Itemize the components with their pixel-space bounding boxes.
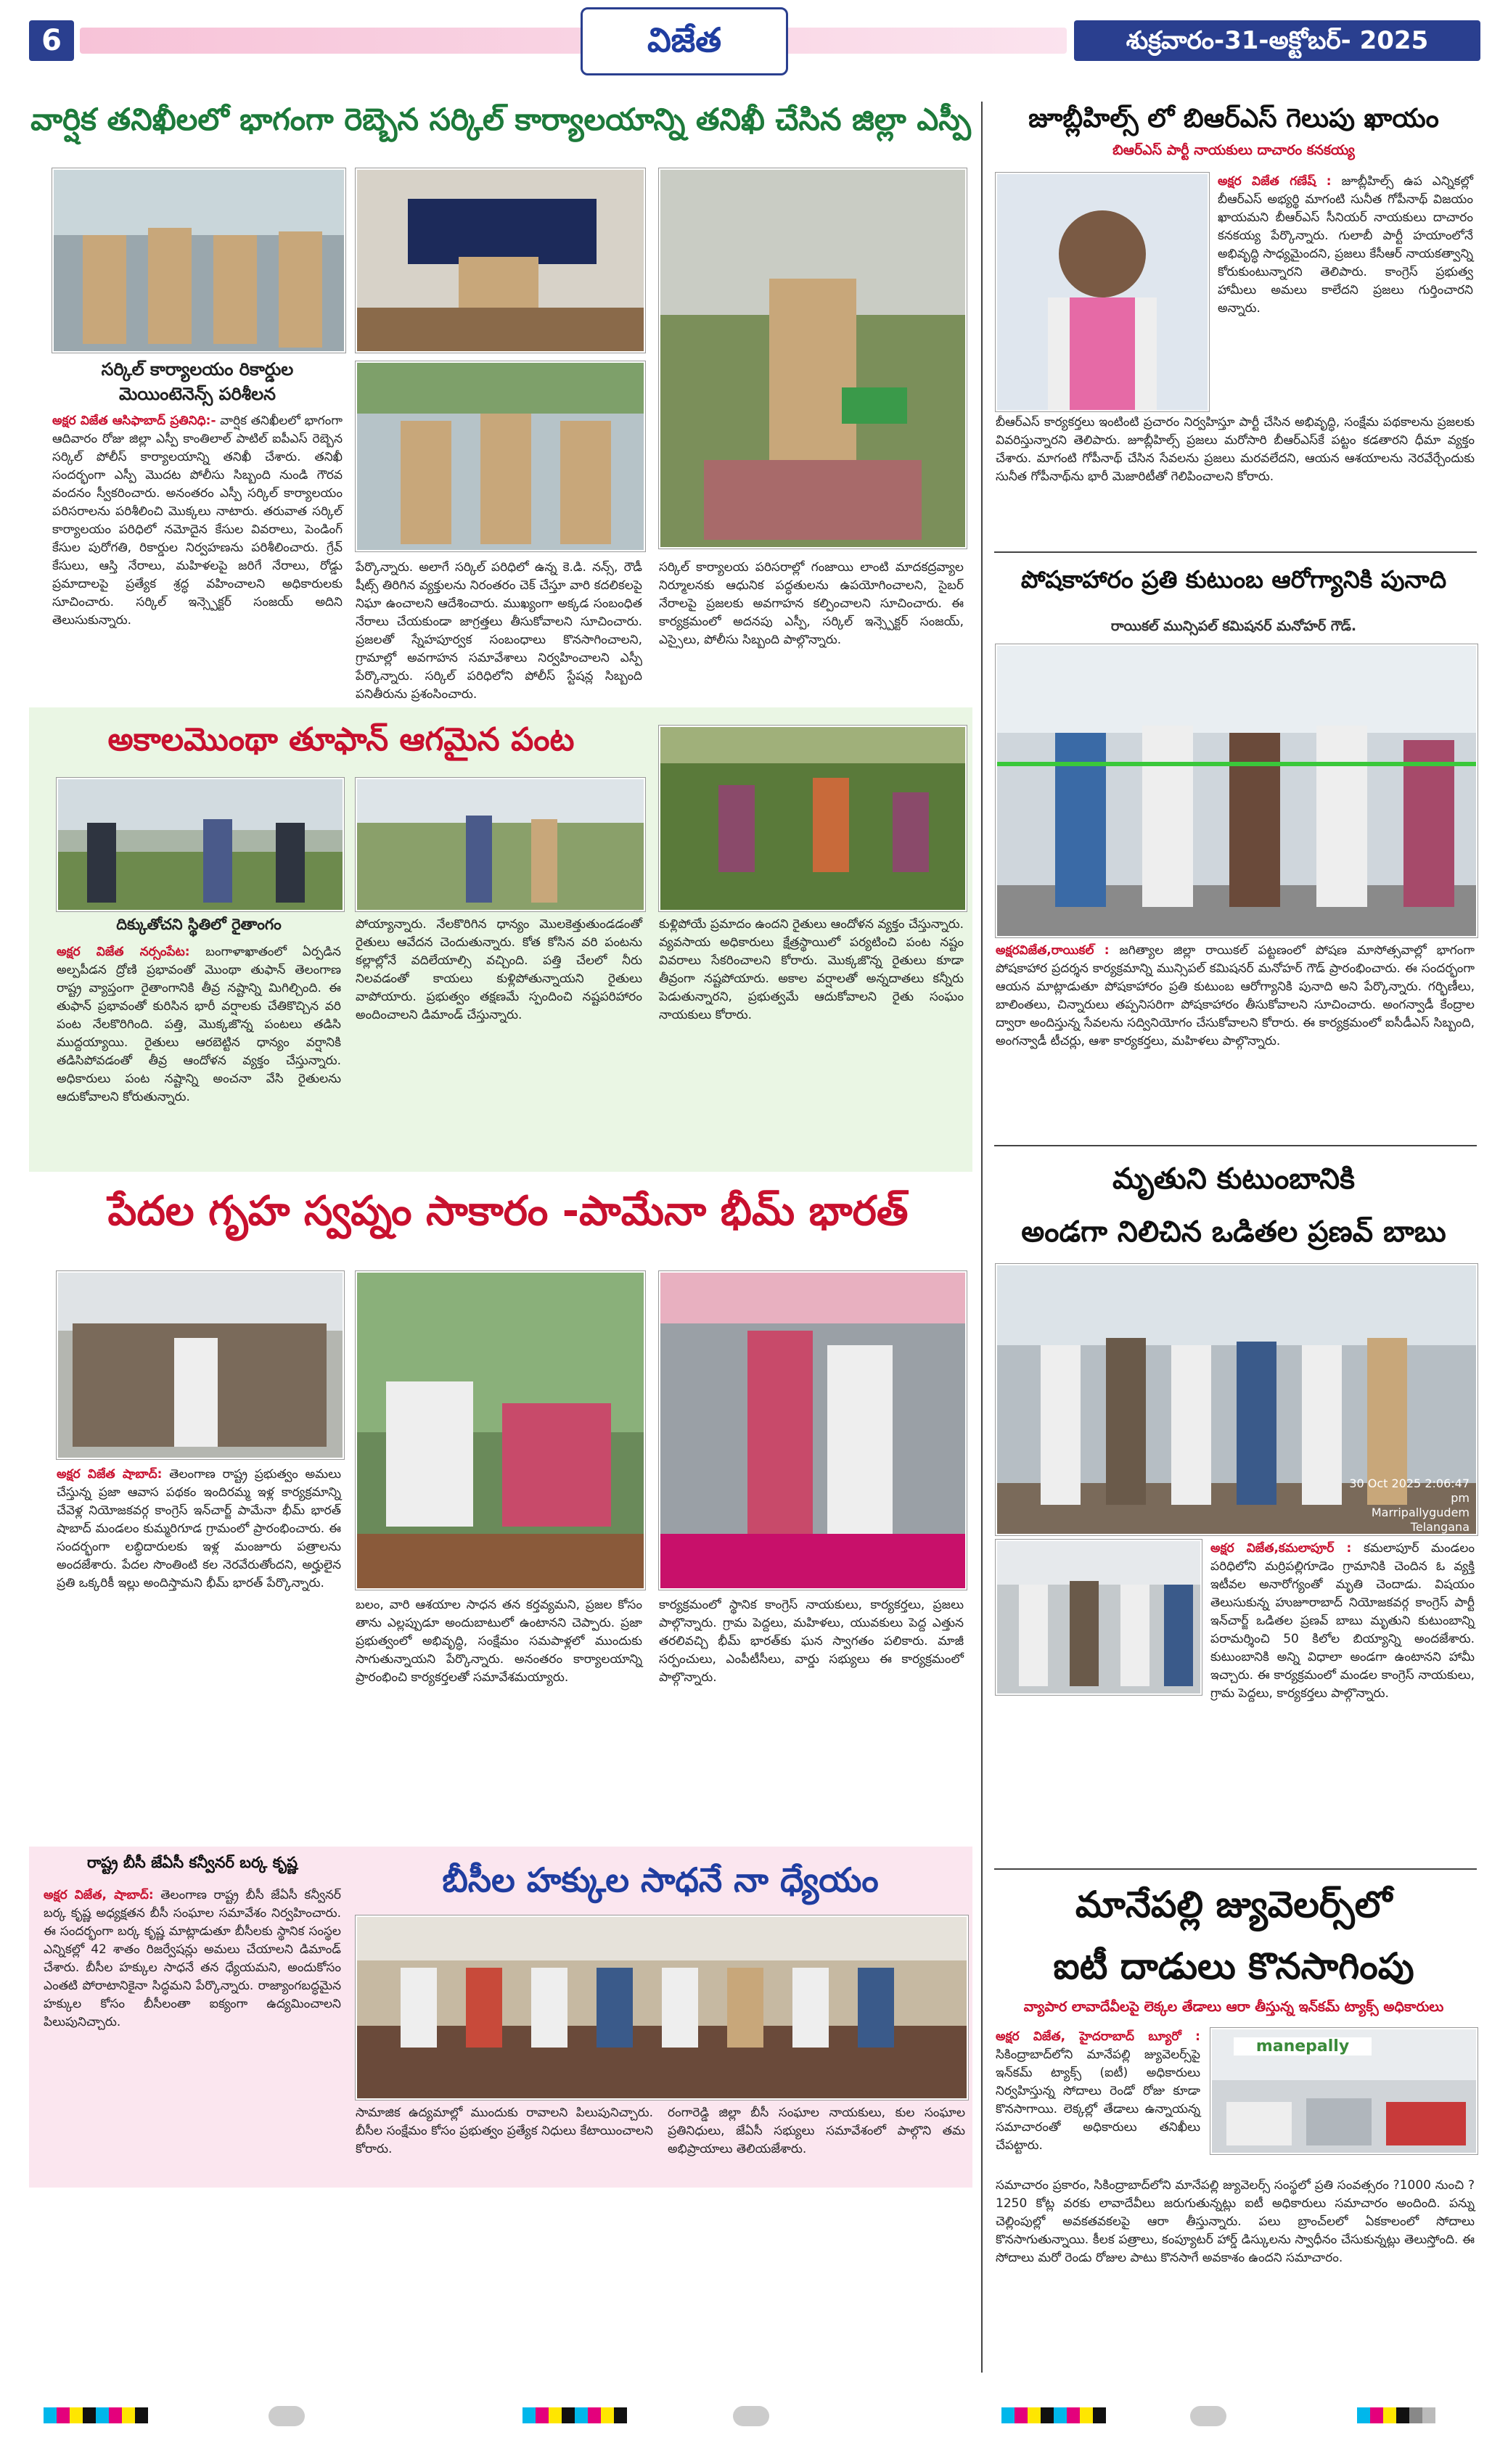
story5-dateline: అక్షర విజేత గణేష్ : bbox=[1218, 174, 1332, 189]
story8-headline-1: మానేపల్లి జ్యువెలర్స్‌లో bbox=[1075, 1884, 1393, 1926]
story6-photo bbox=[996, 644, 1478, 937]
story3-photo-2 bbox=[356, 1271, 645, 1590]
story7-headline-2: అండగా నిలిచిన ఒడితల ప్రణవ్ బాబు bbox=[1021, 1215, 1446, 1249]
story5-headline: జూబ్లీహిల్స్ లో బిఆర్ఎస్ గెలుపు ఖాయం bbox=[1028, 104, 1439, 134]
story3-body-1 bbox=[57, 1466, 341, 1894]
story3-dateline: అక్షర విజేత షాబాద్: bbox=[57, 1467, 163, 1482]
registration-mark-right bbox=[1001, 2407, 1106, 2426]
story2-text-1: బంగాళాఖాతంలో ఏర్పడిన అల్పపీడన ద్రోణి ప్రభావంతో మొంథా తుఫాన్ తెలంగాణ రాష్ట్ర వ్యాప్తంగా రైతాంగానికి తీవ్ర నష్టాన్ని మిగిల్చింది. ఈ తుఫాన్ ప్రభావంతో కురిసిన భారీ వర్షాలకు చేతికొచ్చిన వరి పంట నేలకొరిగింది. పత్తి, మొక్కజొన్న పంటలు తడిసి ముద్దయ్యాయి. రైతులు ఆరబెట్టిన ధాన్యం వర్షానికి తడిసిపోవడంతో తీవ్ర ఆందోళన వ్యక్తం చేస్తున్నారు. అధికారులు పంట నష్టాన్ని అంచనా వేసి రైతులను ఆదుకోవాలని కోరుతున్నారు. bbox=[57, 945, 341, 1104]
story5-photo bbox=[996, 173, 1209, 411]
story1-body-1 bbox=[52, 412, 343, 628]
story5-text-1: జూబ్లీహిల్స్ ఉప ఎన్నికల్లో బీఆర్ఎస్ అభ్యర్థి మాగంటి సునీత గోపీనాథ్ విజయం ఖాయమని బీఆర్ఎస్ సీనియర్ నాయకులు దాచారం కనకయ్య పేర్కొన్నారు. గులాబీ పార్టీ హయాంలోనే అభివృద్ధి సాధ్యమైందని, ప్రజలు కేసీఆర్ నాయకత్వాన్ని కోరుకుంటున్నారని తెలిపారు. కాంగ్రెస్ ప్రభుత్వ హామీలు అమలు కాలేదని ప్రజలు గుర్తించారని అన్నారు. bbox=[1218, 174, 1473, 316]
story4-body-2: సామాజిక ఉద్యమాల్లో ముందుకు రావాలని పిలుపునిచ్చారు. బీసీల సంక్షేమం కోసం ప్రభుత్వం ప్రత్యేక నిధులు కేటాయించాలని కోరారు. bbox=[356, 2106, 653, 2156]
story4-body-1 bbox=[44, 1886, 341, 2173]
story8-sign: manepally bbox=[1234, 2037, 1372, 2056]
story5-sub: బిఆర్ఎస్ పార్టీ నాయకులు దాచారం కనకయ్య bbox=[1112, 142, 1355, 158]
story2-dateline: అక్షర విజేత నర్సంపేట: bbox=[57, 945, 190, 959]
story1-body-2: పేర్కొన్నారు. అలాగే సర్కిల్ పరిధిలో ఉన్న కె.డి. నన్స్, రౌడీ షీట్స్ తిరిగిన వ్యక్తులను నిరంతరం చెక్ చేస్తూ వారి కదలికలపై నిఘా ఉంచాలని ఆదేశించారు. ముఖ్యంగా అక్కడ సంబంధిత నేరాలు చేయకుండా జాగ్రత్తలు తీసుకోవాలని సూచించారు. ప్రజలతో స్నేహపూర్వక సంబంధాలు కొనసాగించాలని, గ్రామాల్లో అవగాహన సమావేశాలు నిర్వహించాలని ఎస్పీ పేర్కొన్నారు. సర్కిల్ పరిధిలోని పోలీస్ స్టేషన్ల సిబ్బంది పనితీరును ప్రశంసించారు. bbox=[356, 560, 642, 702]
story1-caption: సర్కిల్ కార్యాలయం రికార్డుల మెయింటెనెన్స్ పరిశీలన bbox=[101, 359, 294, 404]
story7-dateline: అక్షర విజేత,కమలాపూర్ : bbox=[1210, 1541, 1352, 1556]
story3-photo-1 bbox=[57, 1271, 344, 1459]
story6-headline: పోషకాహారం ప్రతి కుటుంబ ఆరోగ్యానికి పునాది bbox=[1020, 565, 1447, 594]
story7-text-1: కమలాపూర్ మండలం పరిధిలోని మర్రిపల్లిగూడెం గ్రామానికి చెందిన ఓ వ్యక్తి ఇటీవల అనారోగ్యంతో మృతి చెందాడు. విషయం తెలుసుకున్న హుజూరాబాద్ నియోజకవర్గ కాంగ్రెస్ పార్టీ ఇన్‌చార్జ్ ఒడితల ప్రణవ్ బాబు మృతుని కుటుంబాన్ని పరామర్శించి 50 కిలోల బియ్యాన్ని అందజేశారు. కుటుంబానికి అన్ని విధాలా అండగా ఉంటానని హామీ ఇచ్చారు. ఈ కార్యక్రమంలో మండల కాంగ్రెస్ నాయకులు, గ్రామ పెద్దలు, కార్యకర్తలు పాల్గొన్నారు. bbox=[1210, 1541, 1475, 1701]
masthead-band bbox=[80, 28, 1067, 54]
story1-body-3: సర్కిల్ కార్యాలయ పరిసరాల్లో గంజాయి లాంటి మాదకద్రవ్యాల నిర్మూలనకు ఆధునిక పద్ధతులను ఉపయోగించాలని, సైబర్ నేరాలపై ప్రజలకు అవగాహన కల్పించాలని సూచించారు. ఈ కార్యక్రమంలో అదనపు ఎస్పీ, సర్కిల్ ఇన్స్పెక్టర్ సంజయ్, ఎస్సైలు, పోలీసు సిబ్బంది పాల్గొన్నారు. bbox=[659, 560, 964, 647]
story1-photo-4 bbox=[659, 168, 967, 549]
story6-sub: రాయికల్ మున్సిపల్ కమిషనర్ మనోహర్ గౌడ్. bbox=[1110, 618, 1357, 634]
story8-dateline: అక్షర విజేత, హైదరాబాద్ బ్యూరో : bbox=[996, 2029, 1200, 2044]
registration-mark-left bbox=[44, 2407, 148, 2426]
story3-body-2: బలం, వారి ఆశయాల సాధన తన కర్తవ్యమని, ప్రజల కోసం తాను ఎల్లప్పుడూ అందుబాటులో ఉంటానని చెప్పారు. ప్రజా ప్రభుత్వంలో అభివృద్ధి, సంక్షేమం సమపాళ్లలో ముందుకు సాగుతున్నాయని పేర్కొన్నారు. అనంతరం కార్యాలయాన్ని ప్రారంభించి కార్యకర్తలతో సమావేశమయ్యారు. bbox=[356, 1598, 642, 1685]
story6-text-1: జగిత్యాల జిల్లా రాయికల్ పట్టణంలో పోషణ మాసోత్సవాల్లో భాగంగా పోషకాహార ప్రదర్శన కార్యక్రమాన్ని మున్సిపల్ కమిషనర్ మనోహర్ గౌడ్ ప్రారంభించారు. ఈ సందర్భంగా ఆయన మాట్లాడుతూ పోషకాహారం ప్రతి కుటుంబ ఆరోగ్యానికి పునాది అని పేర్కొన్నారు. గర్భిణీలు, బాలింతలు, చిన్నారులు తప్పనిసరిగా పోషకాహారం తీసుకోవాలని సూచించారు. అంగన్వాడీ కేంద్రాల ద్వారా అందిస్తున్న సేవలను సద్వినియోగం చేసుకోవాలని కోరారు. ఈ కార్యక్రమంలో ఐసీడీఎస్ సిబ్బంది, అంగన్వాడీ టీచర్లు, ఆశా కార్యకర్తలు, మహిళలు పాల్గొన్నారు. bbox=[996, 943, 1475, 1048]
story3-body-3: కార్యక్రమంలో స్థానిక కాంగ్రెస్ నాయకులు, కార్యకర్తలు, ప్రజలు పాల్గొన్నారు. గ్రామ పెద్దలు, మహిళలు, యువకులు పెద్ద ఎత్తున తరలివచ్చి భీమ్ భారత్‌కు ఘన స్వాగతం పలికారు. మాజీ సర్పంచులు, ఎంపీటీసీలు, వార్డు సభ్యులు ఈ కార్యక్రమంలో పాల్గొన్నారు. bbox=[659, 1598, 964, 1685]
story3-photo-3 bbox=[659, 1271, 967, 1590]
story3-headline: పేదల గృహ స్వప్నం సాకారం -పామేనా భీమ్ భారత్ bbox=[107, 1188, 909, 1235]
story4-title: రాష్ట్ర బీసీ జేఏసీ కన్వీనర్ బర్క కృష్ణ bbox=[87, 1854, 298, 1871]
registration-mark-center bbox=[522, 2407, 627, 2426]
story8-text-1: సికింద్రాబాద్‌లోని మానేపల్లి జ్యువెలర్స్‌పై ఇన్‌కమ్ ట్యాక్స్ (ఐటీ) అధికారులు నిర్వహిస్తున్న సోదాలు రెండో రోజు కూడా కొనసాగాయి. లెక్కల్లో తేడాలు ఉన్నాయన్న సమాచారంతో అధికారులు తనిఖీలు చేపట్టారు. bbox=[996, 2048, 1200, 2153]
story8-body-2: సమాచారం ప్రకారం, సికింద్రాబాద్‌లోని మానేపల్లి జ్యువెలర్స్ సంస్థలో ప్రతి సంవత్సరం ?1000 నుంచి ?1250 కోట్ల వరకు లావాదేవీలు జరుగుతున్నట్లు ఐటీ అధికారులు సమాచారం అందింది. పన్ను చెల్లింపుల్లో అవకతవకలపై ఆరా తీస్తున్నారు. పలు బ్రాంచ్‌లలో ఏకకాలంలో సోదాలు కొనసాగుతున్నాయి. కీలక పత్రాలు, కంప్యూటర్ హార్డ్ డిస్కులను స్వాధీనం చేసుకున్నట్లు తెలుస్తోంది. ఈ సోదాలు మరో రెండు రోజుల పాటు కొనసాగే అవకాశం ఉందని సమాచారం. bbox=[996, 2178, 1475, 2265]
story2-photo-1 bbox=[57, 778, 344, 911]
story8-body-1 bbox=[996, 2028, 1200, 2173]
story1-photo-2 bbox=[356, 168, 645, 353]
photo-stamp-time: 30 Oct 2025 2:06:47 pm bbox=[1349, 1477, 1470, 1505]
story2-body-1 bbox=[57, 943, 341, 1154]
story6-dateline: అక్షరవిజేత,రాయికల్ : bbox=[996, 943, 1110, 958]
story5-body-2: బీఆర్ఎస్ కార్యకర్తలు ఇంటింటి ప్రచారం నిర్వహిస్తూ పార్టీ చేసిన అభివృద్ధి, సంక్షేమ పథకాలను ప్రజలకు వివరిస్తున్నారని తెలిపారు. జూబ్లీహిల్స్ ప్రజలు మరోసారి బీఆర్ఎస్‌కే పట్టం కడతారని ధీమా వ్యక్తం చేశారు. మాగంటి గోపీనాథ్ చేసిన సేవలను ప్రజలు మరవలేదని, ఆయన ఆశయాలను నెరవేర్చేందుకు సునీత గోపీనాథ్‌ను భారీ మెజారిటీతో గెలిపించాలని కోరారు. bbox=[996, 415, 1475, 484]
registration-pill-3 bbox=[1190, 2406, 1226, 2426]
story4-body-3: రంగారెడ్డి జిల్లా బీసీ సంఘాల నాయకులు, కుల సంఘాల ప్రతినిధులు, జేఏసీ సభ్యులు సమావేశంలో పాల్గొని తమ అభిప్రాయాలు తెలియజేశారు. bbox=[668, 2106, 965, 2156]
story1-photo-3 bbox=[356, 361, 645, 551]
story7-photo-2 bbox=[996, 1540, 1202, 1695]
story6-rule bbox=[994, 1145, 1477, 1146]
story2-headline: అకాలమొంథా తూఫాన్ ఆగమైన పంట bbox=[107, 721, 575, 758]
page-number: 6 bbox=[29, 20, 74, 61]
registration-pill-2 bbox=[733, 2406, 769, 2426]
story8-headline-2: ఐటీ దాడులు కొనసాగింపు bbox=[1053, 1945, 1414, 1987]
story1-text-1: వార్షిక తనిఖీలలో భాగంగా ఆదివారం రోజు జిల్లా ఎస్పీ కాంతిలాల్ పాటిల్ ఐపీఎస్ రెబ్బెన సర్కిల్ పోలీస్ కార్యాలయాన్ని తనిఖీ చేశారు. తనిఖీ సందర్భంగా ఎస్పీ మొదట పోలీసు సిబ్బంది నుండి గౌరవ వందనం స్వీకరించారు. అనంతరం ఎస్పీ సర్కిల్ కార్యాలయం పరిసరాలను పరిశీలించి మొక్కలు నాటారు. తరువాత సర్కిల్ కార్యాలయం పరిధిలో నమోదైన కేసుల వివరాలు, పెండింగ్ కేసుల పురోగతి, రికార్డుల నిర్వహణను పరిశీలించారు. గ్రేవ్ కేసులు, ఆస్తి నేరాలు, మహిళలపై జరిగే నేరాలు, రోడ్డు ప్రమాదాలపై ప్రత్యేక శ్రద్ధ వహించాలని అధికారులకు సూచించారు. సర్కిల్ ఇన్స్పెక్టర్ సంజయ్ అదిని తెలుసుకున్నారు. bbox=[52, 414, 343, 628]
masthead-logo: విజేత bbox=[581, 7, 788, 75]
story8-sub: వ్యాపార లావాదేవీలపై లెక్కల తేడాలు ఆరా తీస్తున్న ఇన్‌కమ్ ట్యాక్స్ అధికారులు bbox=[1023, 1999, 1444, 2015]
story3-text-1: తెలంగాణ రాష్ట్ర ప్రభుత్వం అమలు చేస్తున్న ప్రజా ఆవాస పథకం ఇందిరమ్మ ఇళ్ల కార్యక్రమాన్ని చేవెళ్ల నియోజకవర్గ కాంగ్రెస్ ఇన్‌చార్జ్ పామేనా భీమ్ భారత్ షాబాద్ మండలం కుమ్మరిగూడ గ్రామంలో ప్రారంభించారు. ఈ సందర్భంగా లబ్ధిదారులకు ఇళ్ల మంజూరు పత్రాలను అందజేశారు. పేదల సొంతింటి కల నెరవేరుతోందని, అర్హులైన ప్రతి ఒక్కరికీ ఇల్లు అందిస్తామని భీమ్ భారత్ పేర్కొన్నారు. bbox=[57, 1467, 342, 1590]
story7-body bbox=[1210, 1540, 1475, 1859]
story4-dateline: అక్షర విజేత, షాబాద్: bbox=[44, 1888, 154, 1902]
column-divider bbox=[981, 102, 983, 2373]
story1-dateline: అక్షర విజేత ఆసిఫాబాద్ ప్రతినిధి:- bbox=[52, 414, 216, 428]
story7-photo-stamp bbox=[1328, 1477, 1470, 1535]
story2-body-3: కుళ్లిపోయే ప్రమాదం ఉందని రైతులు ఆందోళన వ్యక్తం చేస్తున్నారు. వ్యవసాయ అధికారులు క్షేత్రస్థాయిలో పర్యటించి పంట నష్టం వివరాలు సేకరించాలని కోరారు. మొక్కజొన్న రైతులు కూడా తీవ్రంగా నష్టపోయారు. అకాల వర్షాలతో అన్నదాతలు కన్నీరు పెడుతున్నారని, ప్రభుత్వమే ఆదుకోవాలని రైతు సంఘం నాయకులు కోరారు. bbox=[659, 917, 964, 1022]
story1-photo-1 bbox=[52, 168, 345, 353]
story2-caption: దిక్కుతోచని స్థితిలో రైతాంగం bbox=[116, 916, 282, 933]
story4-headline: బీసీల హక్కుల సాధనే నా ధ్యేయం bbox=[442, 1860, 879, 1900]
story4-text-1: తెలంగాణ రాష్ట్ర బీసీ జేఏసీ కన్వీనర్ బర్క కృష్ణ అధ్యక్షతన బీసీ సంఘాల సమావేశం నిర్వహించారు. ఈ సందర్భంగా బర్క కృష్ణ మాట్లాడుతూ బీసీలకు స్థానిక సంస్థల ఎన్నికల్లో 42 శాతం రిజర్వేషన్లు అమలు చేయాలని డిమాండ్ చేశారు. బీసీల హక్కుల సాధనే తన ధ్యేయమని, అందుకోసం ఎంతటి పోరాటానికైనా సిద్ధమని పేర్కొన్నారు. రాజ్యాంగబద్ధమైన హక్కుల కోసం బీసీలంతా ఐక్యంగా ఉద్యమించాలని పిలుపునిచ్చారు. bbox=[44, 1888, 341, 2029]
photo-stamp-state: Telangana bbox=[1410, 1520, 1470, 1534]
registration-mark-far-right bbox=[1357, 2407, 1435, 2426]
story5-body-1 bbox=[1218, 173, 1473, 408]
story1-headline: వార్షిక తనిఖీలలో భాగంగా రెబ్బెన సర్కిల్ కార్యాలయాన్ని తనిఖీ చేసిన జిల్లా ఎస్పీ bbox=[30, 102, 971, 137]
photo-stamp-place: Marripallygudem bbox=[1371, 1506, 1470, 1519]
story7-headline-1: మృతుని కుటుంబానికి bbox=[1112, 1162, 1356, 1196]
story7-rule bbox=[994, 1868, 1477, 1870]
story2-body-2: పోయ్యాన్నారు. నేలకొరిగిన ధాన్యం మొలకెత్తుతుండడంతో రైతులు ఆవేదన చెందుతున్నారు. కోత కోసిన వరి పంటను కల్లాల్లోనే వదిలేయాల్సి వచ్చింది. పత్తి చేలలో నీరు నిలవడంతో కాయలు కుళ్లిపోతున్నాయని రైతులు వాపోయారు. ప్రభుత్వం తక్షణమే స్పందించి నష్టపరిహారం అందించాలని డిమాండ్ చేస్తున్నారు. bbox=[356, 917, 642, 1022]
story6-body bbox=[996, 942, 1475, 1138]
story2-photo-2 bbox=[356, 778, 645, 911]
story2-photo-3 bbox=[659, 726, 967, 911]
story5-rule bbox=[994, 551, 1477, 553]
registration-pill-1 bbox=[269, 2406, 305, 2426]
masthead-date: శుక్రవారం-31-అక్టోబర్- 2025 bbox=[1074, 20, 1480, 61]
story4-photo bbox=[356, 1915, 968, 2100]
